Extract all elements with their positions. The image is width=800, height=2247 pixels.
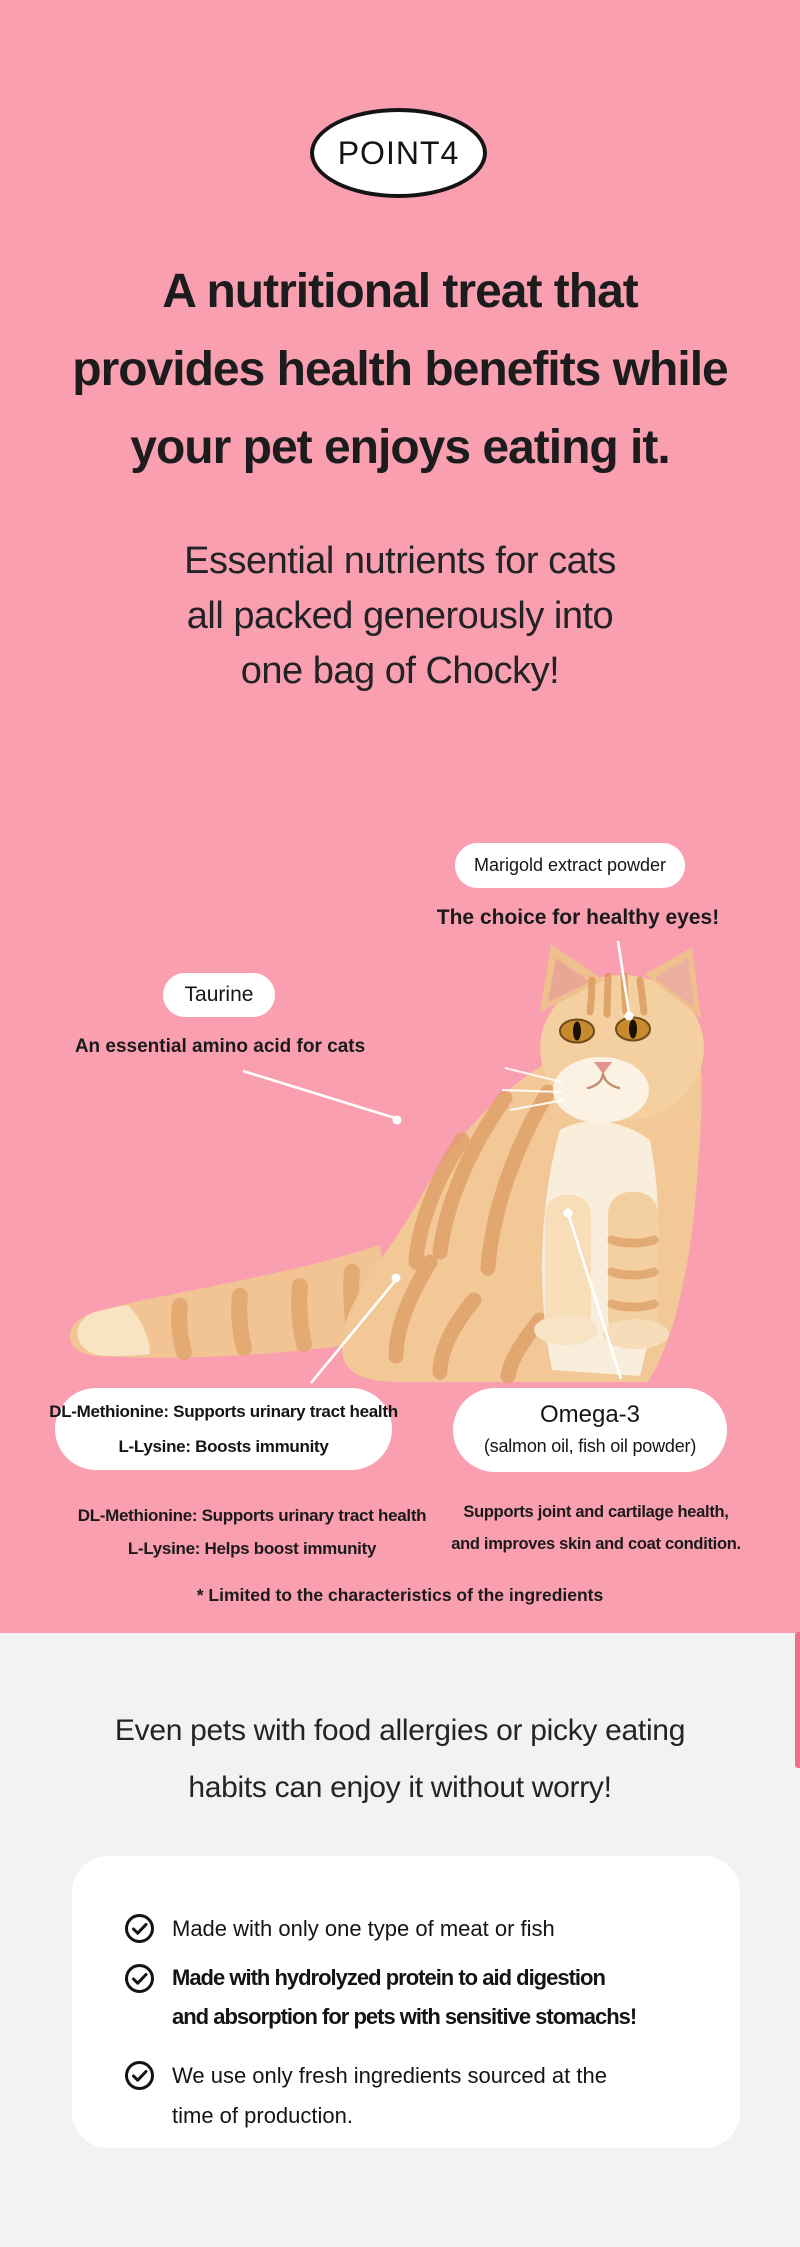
omega3-caption-line2: and improves skin and coat condition. bbox=[451, 1535, 741, 1553]
methionine-caption bbox=[52, 1499, 452, 1565]
marigold-pill-label: Marigold extract powder bbox=[473, 855, 667, 875]
marigold-caption: The choice for healthy eyes! bbox=[436, 906, 720, 929]
omega3-pill bbox=[453, 1388, 727, 1472]
section-title-line3: your pet enjoys eating it. bbox=[130, 421, 670, 474]
methionine-pill bbox=[49, 1388, 398, 1470]
omega3-pill-line2: (salmon oil, fish oil powder) bbox=[483, 1436, 697, 1456]
omega3-caption bbox=[446, 1496, 746, 1560]
allergy-heading-line1: Even pets with food allergies or picky eating bbox=[114, 1714, 686, 1747]
feature-text bbox=[172, 1958, 636, 2036]
feature-text bbox=[172, 1909, 555, 1949]
point4-badge-label: POINT4 bbox=[337, 134, 460, 171]
feature-line: We use only fresh ingredients sourced at the bbox=[172, 2063, 607, 2088]
marigold-pill bbox=[455, 843, 685, 888]
allergy-heading-line2: habits can enjoy it without worry! bbox=[188, 1771, 612, 1804]
feature-line: and absorption for pets with sensitive stomachs! bbox=[172, 2004, 637, 2029]
section-subtitle-line1: Essential nutrients for cats bbox=[184, 540, 616, 582]
ingredient-note: * Limited to the characteristics of the ingredients bbox=[196, 1585, 604, 1605]
section-title-line1: A nutritional treat that bbox=[162, 265, 638, 318]
methionine-caption-line2: L-Lysine: Helps boost immunity bbox=[127, 1539, 377, 1558]
taurine-pill-label: Taurine bbox=[184, 983, 254, 1006]
methionine-caption-line1: DL-Methionine: Supports urinary tract health bbox=[77, 1506, 427, 1525]
allergy-heading bbox=[0, 1702, 800, 1816]
feature-text bbox=[172, 2056, 607, 2136]
check-circle-icon bbox=[124, 2060, 155, 2091]
allergy-section bbox=[0, 1633, 800, 2247]
section-subtitle-line3: one bag of Chocky! bbox=[240, 650, 560, 692]
section-subtitle-line2: all packed generously into bbox=[186, 595, 614, 637]
taurine-pill bbox=[163, 973, 275, 1017]
feature-line: time of production. bbox=[172, 2103, 353, 2128]
section-title-line2: provides health benefits while bbox=[72, 343, 728, 396]
taurine-caption: An essential amino acid for cats bbox=[74, 1036, 366, 1057]
omega3-pill-line1: Omega-3 bbox=[539, 1401, 641, 1428]
omega3-caption-line1: Supports joint and cartilage health, bbox=[463, 1503, 729, 1521]
feature-line: Made with hydrolyzed protein to aid digestion bbox=[172, 1965, 605, 1990]
scrollbar-thumb[interactable] bbox=[795, 1632, 800, 1768]
benefit-card bbox=[72, 1856, 740, 2148]
methionine-pill-line1: DL-Methionine: Supports urinary tract health bbox=[49, 1402, 398, 1421]
methionine-pill-line2: L-Lysine: Boosts immunity bbox=[118, 1437, 329, 1456]
check-circle-icon bbox=[124, 1913, 155, 1944]
feature-line: Made with only one type of meat or fish bbox=[172, 1916, 555, 1941]
check-circle-icon bbox=[124, 1963, 155, 1994]
